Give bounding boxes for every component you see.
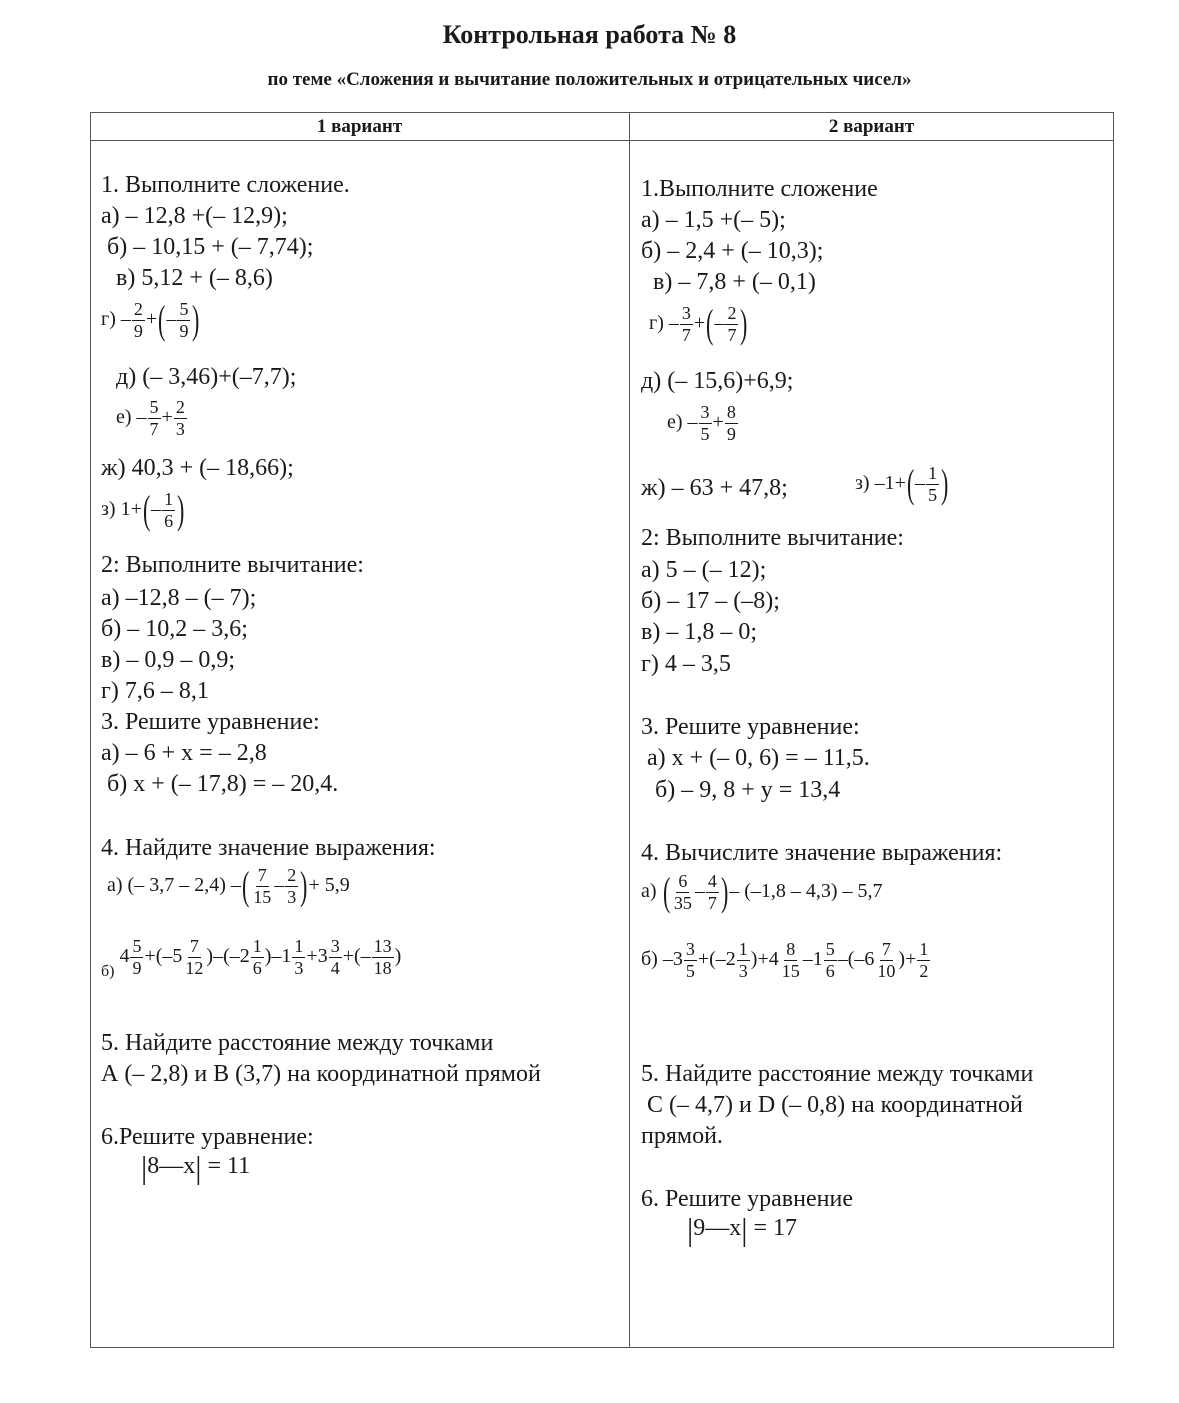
v2-task6-equation	[687, 1214, 797, 1245]
denominator: 3	[294, 957, 304, 978]
minus-sign: –	[714, 311, 725, 334]
fraction	[292, 937, 305, 978]
v2-task5-line1: 5. Найдите расстояние между точками	[641, 1061, 1034, 1087]
v1-task2-b: б) – 10,2 – 3,6;	[101, 616, 248, 642]
variant-1-header: 1 вариант	[316, 116, 403, 137]
minus-sign: –	[151, 497, 162, 520]
fraction	[130, 937, 143, 978]
item-label: е)	[116, 405, 132, 428]
fraction	[174, 398, 187, 439]
expression: )–(–2	[206, 944, 250, 967]
numerator: 5	[179, 299, 189, 319]
numerator: 2	[287, 865, 297, 885]
whole-part: 4	[119, 944, 130, 967]
v1-task2-title: 2: Выполните вычитание:	[101, 552, 364, 578]
v1-task1-g	[101, 297, 201, 343]
expression: = 11	[207, 1153, 251, 1180]
v2-task3-b: б) – 9, 8 + у = 13,4	[655, 777, 841, 803]
numerator: 7	[189, 936, 199, 956]
expression: )–1	[264, 944, 292, 967]
numerator: 7	[257, 865, 267, 885]
paren-close: )	[192, 297, 200, 343]
v1-task4-a	[107, 863, 350, 909]
fraction	[824, 940, 837, 981]
plus-sign: +	[693, 311, 706, 334]
denominator: 9	[726, 423, 736, 444]
expression: )+	[898, 947, 917, 970]
v1-task2-g: г) 7,6 – 8,1	[101, 678, 209, 704]
v2-task1-v: в) – 7,8 + (– 0,1)	[653, 269, 816, 295]
v2-task1-b: б) – 2,4 + (– 10,3);	[641, 238, 824, 264]
denominator: 7	[727, 324, 737, 345]
denominator: 7	[681, 324, 691, 345]
expression: +(–5	[144, 944, 183, 967]
abs-bar: |	[195, 1150, 202, 1185]
numerator: 1	[919, 939, 929, 959]
numerator: 5	[825, 939, 835, 959]
denominator: 10	[877, 960, 896, 981]
fraction	[183, 937, 205, 978]
minus-sign: –	[136, 405, 147, 428]
v2-task2-a: а) 5 – (– 12);	[641, 557, 767, 583]
item-label: з)	[101, 497, 116, 520]
paren-close: )	[300, 863, 308, 909]
v1-task1-a: а) – 12,8 +(– 12,9);	[101, 203, 288, 229]
v1-task1-zh: ж) 40,3 + (– 18,66);	[101, 455, 294, 481]
v2-task3-title: 3. Решите уравнение:	[641, 714, 860, 740]
denominator: 9	[133, 320, 143, 341]
numerator: 4	[707, 871, 717, 891]
v1-task6-title: 6.Решите уравнение:	[101, 1124, 314, 1150]
denominator: 35	[673, 892, 692, 913]
v2-task2-b: б) – 17 – (–8);	[641, 588, 780, 614]
item-label: г)	[101, 307, 116, 330]
denominator: 5	[685, 960, 695, 981]
numerator: 7	[881, 939, 891, 959]
numerator: 6	[678, 871, 688, 891]
whole-part: –3	[662, 947, 683, 970]
numerator: 1	[738, 939, 748, 959]
denominator: 12	[185, 957, 204, 978]
v1-task3-a: а) – 6 + х = – 2,8	[101, 740, 267, 766]
v2-task4-title: 4. Вычислите значение выражения:	[641, 840, 1003, 866]
page-title: Контрольная работа № 8	[442, 20, 737, 49]
paren-open: (	[241, 863, 250, 909]
paren-open: (	[662, 869, 670, 915]
fraction	[684, 940, 697, 981]
fraction	[672, 872, 694, 913]
denominator: 2	[919, 960, 929, 981]
denominator: 6	[252, 957, 262, 978]
fraction	[917, 940, 930, 981]
denominator: 5	[928, 484, 938, 505]
v1-task1-title: 1. Выполните сложение.	[101, 172, 350, 198]
numerator: 8	[786, 939, 796, 959]
fraction	[329, 937, 342, 978]
abs-bar: |	[141, 1150, 148, 1185]
fraction	[680, 304, 693, 345]
v2-task3-a: а) х + (– 0, 6) = – 11,5.	[647, 745, 870, 771]
abs-bar: |	[741, 1212, 748, 1247]
v2-task2-title: 2: Выполните вычитание:	[641, 525, 904, 551]
item-label: б)	[101, 962, 115, 980]
v1-task1-b: б) – 10,15 + (– 7,74);	[107, 234, 314, 260]
expression: 9—х	[693, 1215, 742, 1242]
denominator: 3	[175, 418, 185, 439]
fraction	[251, 866, 273, 907]
v2-task5-line2: С (– 4,7) и D (– 0,8) на координатной	[647, 1092, 1023, 1118]
denominator: 6	[825, 960, 835, 981]
fraction	[251, 937, 264, 978]
v1-task1-v: в) 5,12 + (– 8,6)	[116, 265, 273, 291]
numerator: 5	[149, 397, 159, 417]
fraction	[926, 464, 939, 505]
paren-close: )	[720, 869, 729, 915]
numerator: 1	[294, 936, 304, 956]
expression: –1+	[874, 471, 906, 494]
v2-task1-e	[667, 403, 739, 444]
denominator: 18	[373, 957, 392, 978]
denominator: 15	[781, 960, 800, 981]
expression: = 17	[753, 1215, 798, 1242]
item-label: б)	[641, 947, 658, 970]
numerator: 3	[330, 936, 340, 956]
v1-task5-line1: 5. Найдите расстояние между точками	[101, 1030, 494, 1056]
denominator: 7	[149, 418, 159, 439]
minus-sign: –	[694, 879, 705, 902]
fraction	[699, 403, 712, 444]
v2-task5-line3: прямой.	[641, 1123, 723, 1149]
expression: –1	[802, 947, 823, 970]
table-header-divider	[90, 140, 1114, 141]
numerator: 1	[252, 936, 262, 956]
expression: – (–1,8 – 4,3) – 5,7	[729, 879, 883, 902]
denominator: 9	[179, 320, 189, 341]
v1-task5-line2: А (– 2,8) и В (3,7) на координатной прямой	[101, 1061, 541, 1087]
expression: )	[394, 944, 402, 967]
minus-sign: –	[668, 311, 679, 334]
paren-close: )	[740, 301, 748, 347]
item-label: з)	[855, 471, 870, 494]
abs-bar: |	[687, 1212, 694, 1247]
v1-task4-b	[101, 937, 401, 978]
fraction	[875, 940, 897, 981]
plus-sign: +	[712, 410, 724, 433]
fraction	[162, 490, 175, 531]
expression: +(–2	[697, 947, 736, 970]
fraction	[132, 300, 145, 341]
denominator: 15	[253, 886, 272, 907]
item-label: а)	[107, 873, 123, 896]
numerator: 1	[928, 463, 938, 483]
numerator: 2	[727, 303, 737, 323]
fraction	[780, 940, 802, 981]
paren-close: )	[177, 487, 185, 533]
paren-open: (	[906, 461, 915, 507]
v1-task6-equation	[141, 1152, 250, 1183]
v1-task4-title: 4. Найдите значение выражения:	[101, 835, 436, 861]
expression: 1+	[120, 497, 142, 520]
paren-open: (	[158, 297, 166, 343]
paren-close: )	[941, 461, 949, 507]
numerator: 2	[133, 299, 143, 319]
minus-sign: –	[274, 873, 285, 896]
numerator: 5	[132, 936, 142, 956]
v2-task2-v: в) – 1,8 – 0;	[641, 619, 757, 645]
denominator: 5	[700, 423, 710, 444]
variant-2-header: 2 вариант	[828, 116, 915, 137]
expression: +(–	[342, 944, 371, 967]
fraction	[706, 872, 719, 913]
numerator: 3	[700, 402, 710, 422]
v1-task1-e	[116, 398, 188, 439]
item-label: г)	[649, 311, 664, 334]
v2-task2-g: г) 4 – 3,5	[641, 651, 731, 677]
table-column-divider	[629, 112, 630, 1348]
v1-task2-a: а) –12,8 – (– 7);	[101, 585, 257, 611]
item-label: е)	[667, 410, 683, 433]
fraction	[372, 937, 394, 978]
numerator: 3	[685, 939, 695, 959]
fraction	[148, 398, 161, 439]
expression: + 5,9	[308, 873, 350, 896]
v1-task3-title: 3. Решите уравнение:	[101, 709, 320, 735]
v2-task1-zh: ж) – 63 + 47,8;	[641, 475, 788, 501]
denominator: 9	[132, 957, 142, 978]
numerator: 3	[681, 303, 691, 323]
v2-task1-a: а) – 1,5 +(– 5);	[641, 207, 786, 233]
v2-task1-d: д) (– 15,6)+6,9;	[641, 368, 794, 394]
fraction	[285, 866, 298, 907]
denominator: 3	[287, 886, 297, 907]
expression: (– 3,7 – 2,4) –	[127, 873, 241, 896]
numerator: 13	[373, 936, 392, 956]
minus-sign: –	[166, 307, 177, 330]
page-subtitle: по теме «Сложения и вычитание положительных и отрицательных чисел»	[267, 69, 912, 90]
v1-task1-z	[101, 487, 186, 533]
denominator: 4	[330, 957, 340, 978]
v1-task3-b: б) х + (– 17,8) = – 20,4.	[107, 771, 339, 797]
minus-sign: –	[915, 471, 926, 494]
numerator: 1	[164, 489, 174, 509]
v2-task4-a	[641, 869, 883, 915]
denominator: 7	[707, 892, 717, 913]
item-label: а)	[641, 879, 657, 902]
plus-sign: +	[145, 307, 158, 330]
numerator: 8	[726, 402, 736, 422]
fraction	[725, 304, 738, 345]
v2-task6-title: 6. Решите уравнение	[641, 1186, 853, 1212]
minus-sign: –	[687, 410, 698, 433]
paren-open: (	[706, 301, 714, 347]
numerator: 2	[175, 397, 185, 417]
fraction	[725, 403, 738, 444]
v2-task4-b	[641, 940, 931, 981]
expression: 8—х	[147, 1153, 196, 1180]
denominator: 6	[164, 510, 174, 531]
minus-sign: –	[120, 307, 131, 330]
expression: +3	[306, 944, 328, 967]
denominator: 3	[738, 960, 748, 981]
v2-task1-title: 1.Выполните сложение	[641, 176, 878, 202]
v1-task1-d: д) (– 3,46)+(–7,7);	[116, 364, 297, 390]
v2-task1-z	[855, 461, 950, 507]
plus-sign: +	[161, 405, 173, 428]
paren-open: (	[142, 487, 151, 533]
fraction	[177, 300, 190, 341]
expression: –(–6	[837, 947, 875, 970]
v2-task1-g	[649, 301, 749, 347]
expression: )+4	[750, 947, 779, 970]
v1-task2-v: в) – 0,9 – 0,9;	[101, 647, 235, 673]
fraction	[737, 940, 750, 981]
